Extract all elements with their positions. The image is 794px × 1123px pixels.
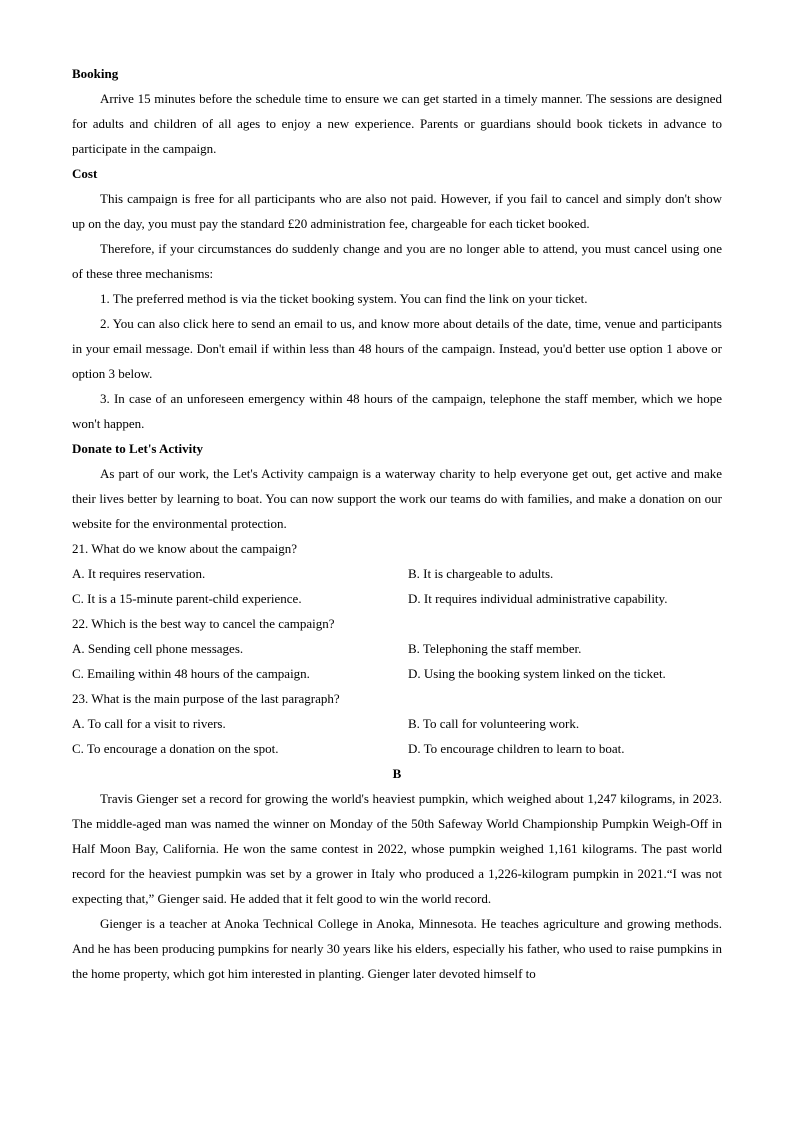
question-23 — [72, 686, 722, 761]
option-a: A. It requires reservation. — [72, 566, 206, 581]
section-b-paragraph-2: Gienger is a teacher at Anoka Technical College in Anoka, Minnesota. He teaches agriculture and growing methods. And he has been producing pumpkins for nearly 30 years like his elders, especially his father, who used to raise pumpkins in the home property, which got him interested in planting. Gienger later devoted himself to — [72, 916, 722, 981]
section-b-heading: B — [392, 766, 402, 781]
question-text: 21. What do we know about the campaign? — [72, 541, 298, 556]
cancel-option-3: 3. In case of an unforeseen emergency within 48 hours of the campaign, telephone the staff member, which we hope won't happen. — [72, 391, 722, 431]
section-b-paragraph-1: Travis Gienger set a record for growing the world's heaviest pumpkin, which weighed about 1,247 kilograms, in 2023. The middle-aged man was named the winner on Monday of the 50th Safeway World Championship Pumpkin Weigh-Off in Half Moon Bay, California. He won the same contest in 2022, whose pumpkin weighed 1,161 kilograms. The past world record for the heaviest pumpkin was set by a grower in Italy who produced a 1,226-kilogram pumpkin in 2021.“I was not expecting that,” Gienger said. He added that it felt good to win the world record. — [72, 791, 722, 906]
option-c: C. Emailing within 48 hours of the campaign. — [72, 666, 310, 681]
cost-paragraph-1: This campaign is free for all participants who are also not paid. However, if you fail to cancel and simply don't show up on the day, you must pay the standard £20 administration fee, chargeable for each ticket booked. — [72, 191, 722, 231]
booking-paragraph: Arrive 15 minutes before the schedule time to ensure we can get started in a timely manner. The sessions are designed for adults and children of all ages to enjoy a new experience. Parents or guardians should book tickets in advance to participate in the campaign. — [72, 91, 722, 156]
option-b: B. Telephoning the staff member. — [408, 641, 582, 656]
booking-heading: Booking — [72, 66, 119, 81]
option-c: C. To encourage a donation on the spot. — [72, 741, 279, 756]
donate-paragraph: As part of our work, the Let's Activity campaign is a waterway charity to help everyone get out, get active and make their lives better by learning to boat. You can now support the work our teams do with families, and make a donation on our website for the environmental protection. — [72, 466, 722, 531]
question-21 — [72, 536, 722, 611]
cost-paragraph-2: Therefore, if your circumstances do suddenly change and you are no longer able to attend, you must cancel using one of these three mechanisms: — [72, 241, 722, 281]
question-text: 23. What is the main purpose of the last paragraph? — [72, 691, 340, 706]
question-22 — [72, 611, 722, 686]
option-b: B. It is chargeable to adults. — [408, 566, 554, 581]
question-text: 22. Which is the best way to cancel the campaign? — [72, 616, 335, 631]
donate-heading: Donate to Let's Activity — [72, 441, 204, 456]
cancel-option-1: 1. The preferred method is via the ticket booking system. You can find the link on your ticket. — [100, 291, 588, 306]
option-d: D. Using the booking system linked on the ticket. — [408, 666, 666, 681]
option-c: C. It is a 15-minute parent-child experience. — [72, 591, 302, 606]
option-d: D. To encourage children to learn to boat. — [408, 741, 625, 756]
option-d: D. It requires individual administrative capability. — [408, 591, 668, 606]
document-page — [72, 61, 722, 986]
option-a: A. To call for a visit to rivers. — [72, 716, 226, 731]
cost-heading: Cost — [72, 166, 98, 181]
option-a: A. Sending cell phone messages. — [72, 641, 244, 656]
cancel-option-2: 2. You can also click here to send an email to us, and know more about details of the date, time, venue and participants in your email message. Don't email if within less than 48 hours of the campaign. Instead, you'd better use option 1 above or option 3 below. — [72, 316, 722, 381]
option-b: B. To call for volunteering work. — [408, 716, 580, 731]
